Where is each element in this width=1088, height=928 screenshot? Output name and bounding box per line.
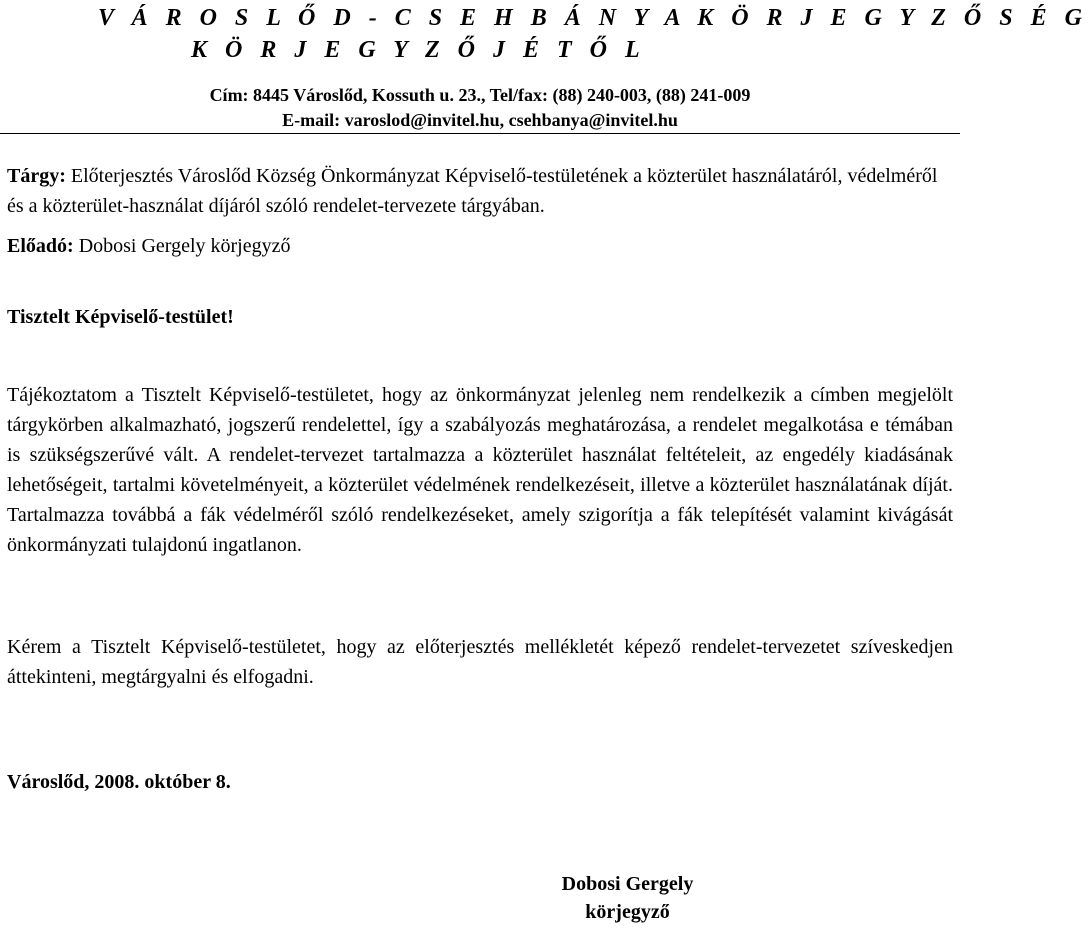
place-and-date: Városlőd, 2008. október 8. (7, 771, 231, 793)
presenter-paragraph (7, 231, 953, 261)
signature-name: Dobosi Gergely (561, 873, 694, 895)
signature-title: körjegyző (585, 901, 670, 923)
letterhead-title-line2: K Ö R J E G Y Z Ő J É T Ő L (191, 37, 646, 63)
subject-label: Tárgy: (7, 165, 66, 187)
letterhead-email: E-mail: varoslod@invitel.hu, csehbanya@invitel.hu (282, 110, 678, 130)
letterhead-title-line1: V Á R O S L Ő D - C S E H B Á N Y A K Ö R J E G Y Z Ő S É G (98, 5, 1088, 31)
letterhead-address: Cím: 8445 Városlőd, Kossuth u. 23., Tel/fax: (88) 240-003, (88) 241-009 (209, 85, 751, 105)
letterhead-divider (0, 133, 960, 134)
salutation: Tisztelt Képviselő-testület! (7, 306, 234, 328)
subject-text: Előterjesztés Városlőd Község Önkormányzat Képviselő-testületének a közterület használatáról, védelméről és a közterület-használat díjáról szóló rendelet-tervezete tárgyában. (7, 165, 938, 217)
presenter-text: Dobosi Gergely körjegyző (78, 235, 291, 257)
presenter-label: Előadó: (7, 235, 74, 257)
body-paragraph-1: Tájékoztatom a Tisztelt Képviselő-testületet, hogy az önkormányzat jelenleg nem rendelkezik a címben megjelölt tárgykörben alkalmazható, jogszerű rendelettel, így a szabályozás meghatározása, a rendelet megalkotása e témában is szükségszerűvé vált. A rendelet-tervezet tartalmazza a közterület használat feltételeit, az engedély kiadásának lehetőségeit, tartalmi követelményeit, a közterület védelmének rendelkezéseit, illetve a közterület használatának díját. Tartalmazza továbbá a fák védelméről szóló rendelkezéseket, amely szigorítja a fák telepítését valamint kivágását önkormányzati tulajdonú ingatlanon. (7, 384, 953, 556)
body-paragraph-2: Kérem a Tisztelt Képviselő-testületet, hogy az előterjesztés mellékletét képező rendelet-tervezetet szíveskedjen áttekinteni, megtárgyalni és elfogadni. (7, 636, 953, 688)
subject-paragraph (7, 161, 953, 221)
